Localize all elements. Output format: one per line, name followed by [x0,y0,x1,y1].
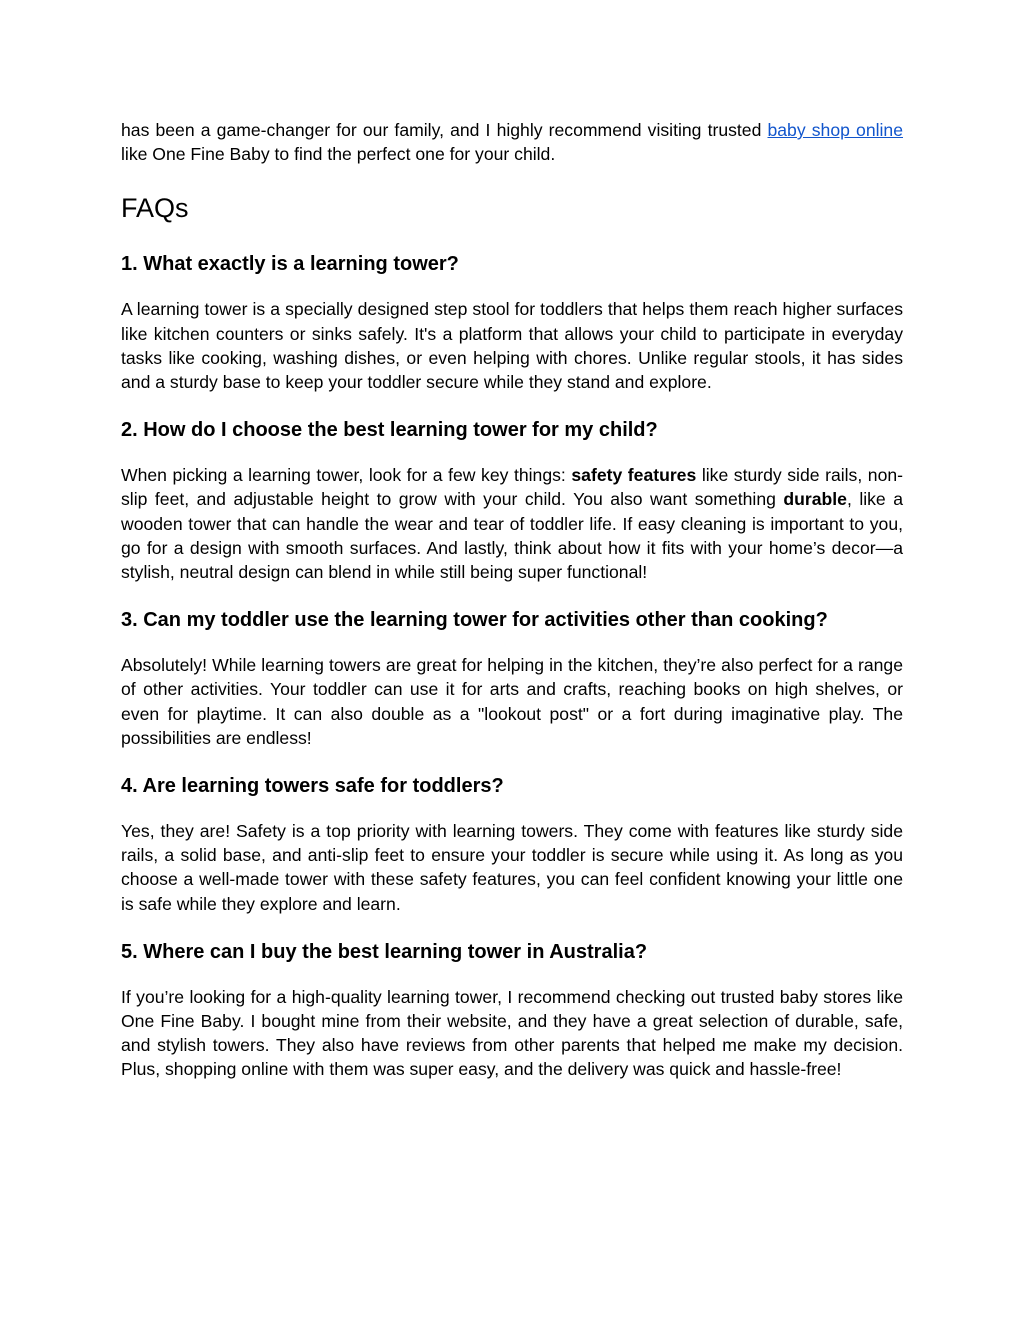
faq-question-5: 5. Where can I buy the best learning tower in Australia? [121,940,648,963]
faq-item-4 [121,772,903,916]
document-page [121,118,903,1082]
faq-answer-2-part1: When picking a learning tower, look for a few key things: [121,465,572,486]
intro-paragraph [121,118,903,166]
faq-answer-2-part2: like sturdy side rails, non-slip feet, and adjustable height to grow with your child. You also want something [121,465,904,510]
faq-answer-2-bold-durable: durable [783,489,847,510]
faq-item-5 [121,938,903,1082]
faq-answer-3: Absolutely! While learning towers are great for helping in the kitchen, they’re also perfect for a range of other activities. Your toddler can use it for arts and crafts, reaching books on high shelves, or even for playtime. It can also double as a "lookout post" or a fort during imaginative play. The possibilities are endless! [121,655,903,748]
faq-question-2: 2. How do I choose the best learning tower for my child? [121,419,658,442]
faq-answer-2 [121,463,903,584]
faq-answer-2-part3: , like a wooden tower that can handle the wear and tear of toddler life. If easy cleaning is important to you, go for a design with smooth surfaces. And lastly, think about how it fits with your home’s decor—a stylish, neutral design can blend in while still being super functional! [121,489,903,583]
faq-answer-4: Yes, they are! Safety is a top priority with learning towers. They come with features like sturdy side rails, a solid base, and anti-slip feet to ensure your toddler is secure while using it. As long as you choose a well-made tower with these safety features, you can feel confident knowing your little one is safe while they explore and learn. [121,821,903,914]
baby-shop-online-link[interactable]: baby shop online [767,120,903,140]
faq-item-1 [121,250,903,394]
faq-answer-5: If you’re looking for a high-quality learning tower, I recommend checking out trusted baby stores like One Fine Baby. I bought mine from their website, and they have a great selection of durable, safe, and stylish towers. They also have reviews from other parents that helped me make my decision. Plus, shopping online with them was super easy, and the delivery was quick and hassle-free! [121,986,903,1080]
faq-question-1: 1. What exactly is a learning tower? [121,253,459,276]
faq-question-4: 4. Are learning towers safe for toddlers? [121,775,504,798]
faq-heading: FAQs [121,193,189,224]
intro-text-before-link: has been a game-changer for our family, and I highly recommend visiting trusted [121,120,768,140]
faq-answer-1: A learning tower is a specially designed step stool for toddlers that helps them reach higher surfaces like kitchen counters or sinks safely. It's a platform that allows your child to participate in everyday tasks like cooking, washing dishes, or even helping with chores. Unlike regular stools, it has sides and a sturdy base to keep your toddler secure while they stand and explore. [121,299,903,393]
faq-item-2 [121,416,903,584]
faq-item-3 [121,606,903,750]
intro-text-after-link: like One Fine Baby to find the perfect one for your child. [121,144,556,165]
faq-question-3: 3. Can my toddler use the learning tower for activities other than cooking? [121,609,828,632]
faq-answer-2-bold-safety-features: safety features [571,465,697,486]
